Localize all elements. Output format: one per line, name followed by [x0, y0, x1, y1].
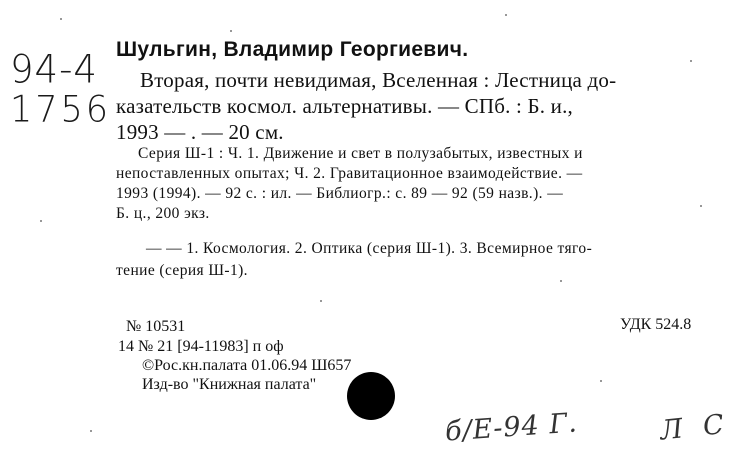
scan-speck	[700, 205, 702, 207]
chamber-stamp-line: ©Рос.кн.палата 01.06.94 Ш657	[142, 357, 352, 374]
scan-speck	[60, 18, 62, 20]
scan-speck	[90, 430, 92, 432]
title-line-3: 1993 — . — 20 см.	[116, 120, 284, 144]
scan-speck	[560, 280, 562, 282]
series-line-4: Б. ц., 200 экз.	[116, 205, 210, 222]
publisher-line: Изд-во "Книжная палата"	[142, 376, 317, 393]
title-line-2: казательств космол. альтернативы. — СПб. : Б. и.,	[116, 94, 573, 118]
author-heading: Шульгин, Владимир Георгиевич.	[116, 38, 469, 61]
subject-line-2: тение (серия Ш-1).	[116, 262, 248, 279]
registration-line: 14 № 21 [94-11983] п оф	[118, 338, 284, 355]
scan-speck	[230, 30, 232, 32]
ink-blot	[347, 372, 395, 420]
title-line-1: Вторая, почти невидимая, Вселенная : Лестница до-	[140, 68, 617, 92]
series-line-1: Серия Ш-1 : Ч. 1. Движение и свет в полузабытых, известных и	[138, 145, 583, 162]
handwritten-signature: б/Е-94 Г.	[444, 407, 579, 448]
subject-line-1: — — 1. Космология. 2. Оптика (серия Ш-1). 3. Всемирное тяго-	[146, 240, 593, 257]
udk-code: УДК 524.8	[620, 316, 692, 333]
scan-speck	[320, 300, 322, 302]
scan-speck	[505, 14, 507, 16]
handwritten-call-number-bottom: 1756	[10, 88, 112, 131]
scan-speck	[690, 60, 692, 62]
series-line-3: 1993 (1994). — 92 с. : ил. — Библиогр.: с. 89 — 92 (59 назв.). —	[116, 185, 564, 202]
scan-speck	[600, 380, 602, 382]
series-line-2: непоставленных опытах; Ч. 2. Гравитационное взаимодействие. —	[116, 165, 583, 182]
handwritten-initials: Л С	[658, 408, 732, 447]
scan-speck	[40, 220, 42, 222]
card-number: № 10531	[126, 318, 186, 335]
handwritten-call-number-top: 94-4	[10, 46, 98, 93]
